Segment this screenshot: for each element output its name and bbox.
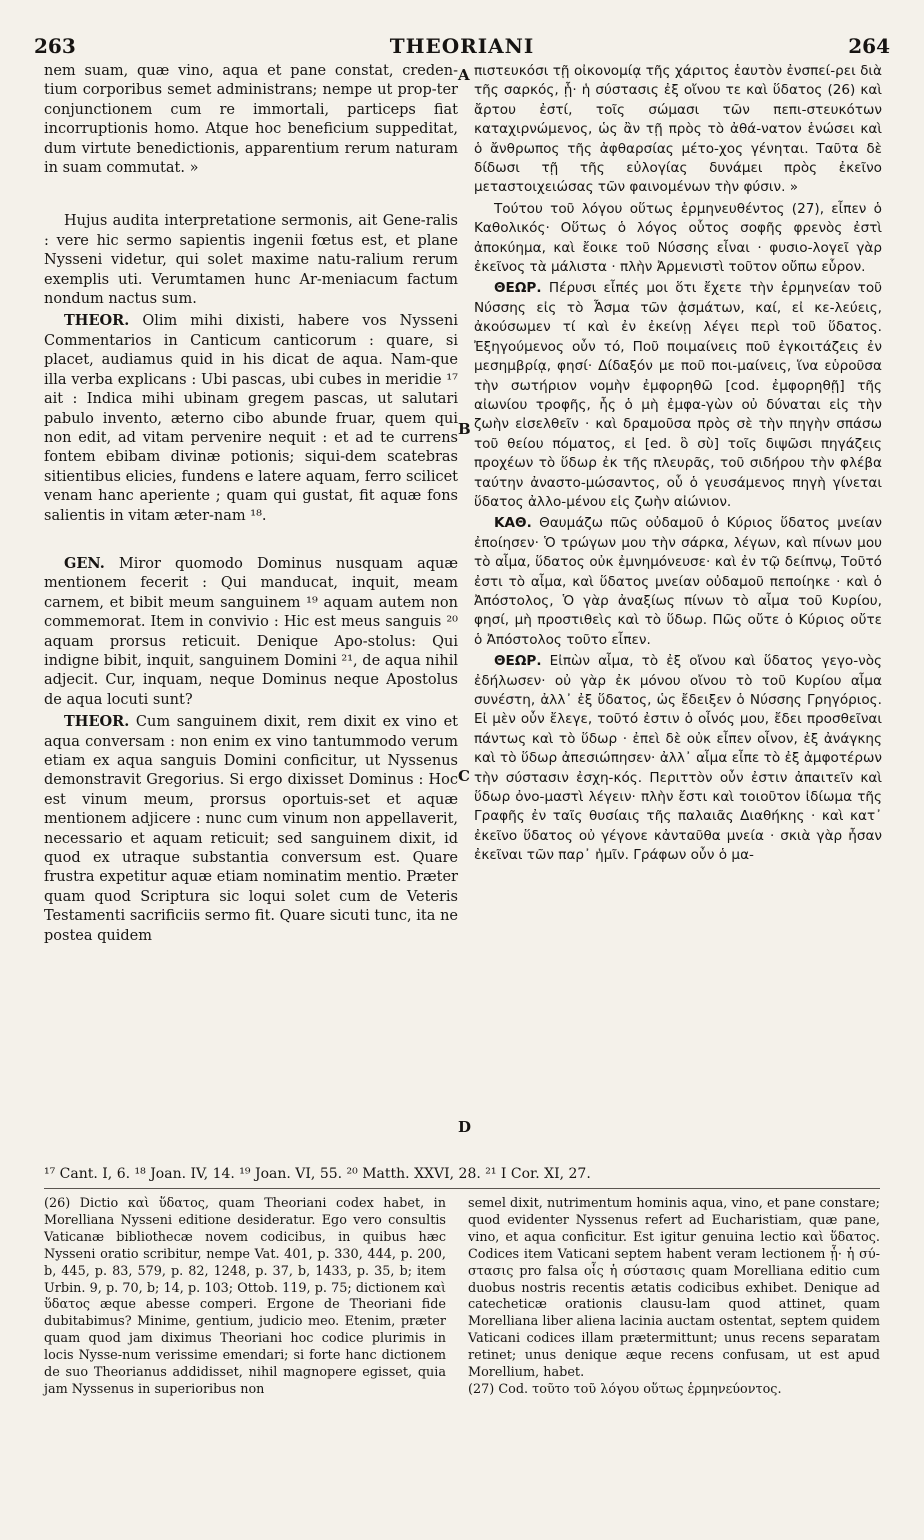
section-marker-d: D bbox=[458, 1118, 472, 1136]
footnotes-left bbox=[44, 1196, 446, 1399]
footnotes-right bbox=[468, 1196, 880, 1399]
latin-column bbox=[44, 62, 458, 946]
footnote-divider bbox=[44, 1188, 880, 1189]
speaker-label: ΘΕΩΡ. bbox=[494, 280, 542, 297]
speaker-label: THEOR. bbox=[64, 312, 130, 330]
greek-paragraph: πιστευκόσι τῇ οἰκονομίᾳ τῆς χάριτος ἑαυτὸν ἐνσπεί-ρει διὰ τῆς σαρκός, ᾗ· ἡ σύστασις ἐξ οἴνου τε καὶ ὕδατος (26) καὶ ἄρτου ἐστί, τοῖς σώμασι τῶν πεπι-στευκότων καταχιρνώμενος, ὡς ἂν τῇ πρὸς τὸ ἀθά-νατον ἑνώσει καὶ ὁ ἄνθρωπος τῆς ἀφθαρσίας μέτο-χος γένηται. Ταῦτα δὲ δίδωσι τῇ τῆς εὐλογίας δυνάμει πρὸς ἐκεῖνο μεταστοιχειώσας τῶν φαινομένων τὴν φύσιν. » bbox=[474, 63, 882, 196]
scripture-references: ¹⁷ Cant. I, 6. ¹⁸ Joan. IV, 14. ¹⁹ Joan. VI, 55. ²⁰ Matth. XXVI, 28. ²¹ I Cor. XI, 27. bbox=[44, 1166, 591, 1182]
speech-text: Πέρυσι εἶπές μοι ὅτι ἔχετε τὴν ἑρμηνείαν τοῦ Νύσσης εἰς τὸ Ἆσμα τῶν ᾀσμάτων, καί, εἰ κε-λεύεις, ἀκούσωμεν τί καὶ ἐν ἐκείνῃ λέγει περὶ τοῦ ὕδατος. Ἐξηγούμενος οὖν τό, Ποῦ ποιμαίνεις ποῦ ἐγκοιτάζεις ἐν μεσημβρίᾳ, φησί· Δίδαξόν με ποῦ ποι-μαίνεις, ἵνα εὑροῦσα τὴν σωτήριον νομὴν ἐμφορηθῶ [cod. ἐμφορηθῇ] τῆς αἰωνίου τροφῆς, ἧς ὁ μὴ ἐμφα-γὼν οὐ δύναται εἰς τὴν ζωὴν εἰσελθεῖν · καὶ δραμοῦσα πρὸς σὲ τὴν πηγὴν σπάσω τοῦ θείου πόματος, εἰ [ed. ὃ σὺ] τοῖς διψῶσι πηγάζεις προχέων τὸ ὕδωρ ἐκ τῆς πλευρᾶς, τοῦ σιδήρου τὴν φλέβα ταύτην ἀναστο-μώσαντος, οὗ ὁ γευσάμενος πηγὴ γίνεται ὕδατος ἀλλο-μένου εἰς ζωὴν αἰώνιον. bbox=[474, 280, 883, 510]
speech-text: Θαυμάζω πῶς οὐδαμοῦ ὁ Κύριος ὕδατος μνείαν ἐποίησεν· Ὁ τρώγων μου τὴν σάρκα, λέγων, καὶ πίνων μου τὸ αἷμα, ὕδατος οὐκ ἐμνημόνευσε· καὶ ἐν τῷ δείπνῳ, Τοῦτό ἐστι τὸ αἷμα, καὶ ὕδατος μνείαν οὐδαμοῦ πεποίηκε · καὶ ὁ Ἀπόστολος, Ὁ γὰρ ἀναξίως πίνων τὸ αἷμα τοῦ Κυρίου, φησί, μὴ προστιθεὶς καὶ τὸ ὕδωρ. Πῶς οὔτε ὁ Κύριος οὔτε ὁ Ἀπόστολος τοῦτο εἶπεν. bbox=[474, 515, 882, 648]
footnote-26: (26) Dictio καὶ ὕδατος, quam Theoriani codex habet, in Morelliana Nysseni editione desideratur. Ego vero consultis Vaticanæ bibliothecæ novem codicibus, in quibus hæc Nysseni oratio scribitur, nempe Vat. 401, p. 330, 444, p. 200, b, 445, p. 83, 579, p. 82, 1248, p. 37, b, 1433, p. 35, b; item Urbin. 9, p. 70, b; 14, p. 103; Ottob. 119, p. 75; dictionem καὶ ὕδατος æque abesse comperi. Ergone de Theoriani fide dubitabimus? Minime, gentium, judicio meo. Etenim, præter quam quod jam diximus Theoriani hoc codice plurimis in locis Nysse-num verissime emendari; si forte hanc dictionem de suo Theorianus addidisset, nihil magnopere egisset, quia jam Nyssenus in superioribus non bbox=[44, 1196, 446, 1397]
greek-paragraph bbox=[474, 514, 882, 650]
footnote-26-continued: semel dixit, nutrimentum hominis aqua, vino, et pane constare; quod evidenter Nyssenus refert ad Eucharistiam, quæ pane, vino, et aqua conficitur. Est igitur genuina lectio καὶ ὕδατος. Codices item Vaticani septem habent veram lectionem ᾗ· ἡ σύ-στασις pro falsa οἷς ἡ σύστασις quam Morelliana editio cum duobus nostris recentis ætatis codicibus exhibet. Denique ad catecheticæ orationis clausu-lam quod attinet, quam Morelliana liber aliena lacinia auctam ostentat, septem quidem Vaticani codices illam prætermittunt; unus recens separatam retinet; unus denique æque recens confusam, ut est apud Morellium, habet. bbox=[468, 1196, 880, 1381]
speech-text: Miror quomodo Dominus nusquam aquæ mentionem fecerit : Qui manducat, inquit, meam carnem, et bibit meum sanguinem ¹⁹ aquam autem non commemorat. Item in convivio : Hic est meus sanguis ²⁰ aquam prorsus reticuit. Denique Apo-stolus: Qui indigne bibit, inquit, sanguinem Domini ²¹, de aqua nihil adjecit. Cur, inquam, neque Dominus neque Apostolus de aqua locuti sunt? bbox=[44, 555, 458, 708]
greek-paragraph bbox=[474, 279, 882, 512]
greek-paragraph bbox=[474, 652, 882, 865]
speech-text: Olim mihi dixisti, habere vos Nysseni Commentarios in Canticum canticorum : quare, si placet, audiamus quid in his dicat de aqua. Nam-que illa verba explicans : Ubi pascas, ubi cubes in meridie ¹⁷ ait : Indica mihi ubinam gregem pascas, ut salutari pabulo invento, æterno cibo abunde fruar, quem qui non edit, ad vitam pervenire nequit : et ad te currens fontem ebibam divinæ potionis; siqui-dem scatebras sitientibus elicies, fundens e latere aquam, ferro scilicet venam hanc aperiente ; quam qui gustat, fit aquæ fons salientis in vitam æter-nam ¹⁸. bbox=[44, 313, 458, 524]
page-number-right: 264 bbox=[848, 34, 890, 58]
speaker-label: GEN. bbox=[64, 554, 105, 572]
speaker-label: ΚΑΘ. bbox=[494, 515, 532, 532]
section-marker-a: A bbox=[458, 66, 470, 84]
speech-text: Εἰπὼν αἷμα, τὸ ἐξ οἴνου καὶ ὕδατος γεγο-νὸς ἐδήλωσεν· οὐ γὰρ ἐκ μόνου οἴνου τὸ τοῦ Κυρίου αἷμα συνέστη, ἀλλ᾽ ἐξ ὕδατος, ὡς ἔδειξεν ὁ Νύσσης Γρηγόριος. Εἰ μὲν οὖν ἔλεγε, τοῦτό ἐστιν ὁ οἶνός μου, ἔδει προσθεῖναι πάντως καὶ τὸ ὕδωρ · ἐπεὶ δὲ οὐκ εἶπεν οἶνον, ἐξ ἀνάγκης καὶ τὸ ὕδωρ ἀπεσιώπησεν· ἀλλ᾽ αἷμα εἶπε τὸ ἐξ ἀμφοτέρων τὴν σύστασιν ἐσχη-κός. Περιττὸν οὖν ἐστιν ἀπαιτεῖν καὶ ὕδωρ ὀνο-μαστὶ λέγειν· πλὴν ἔστι καὶ τοιοῦτον ἰδίωμα τῆς Γραφῆς ἐν ταῖς θυσίαις τῆς παλαιᾶς Διαθήκης · καὶ κατ᾽ ἐκεῖνο ὕδατος οὐ γέγονε κἀνταῦθα μνεία · σκιὰ γὰρ ἦσαν ἐκεῖναι τῶν παρ᾽ ἡμῖν. Γράφων οὖν ὁ μα- bbox=[474, 653, 883, 864]
speaker-label: ΘΕΩΡ. bbox=[494, 653, 542, 670]
section-marker-b: B bbox=[458, 420, 471, 438]
latin-paragraph bbox=[44, 311, 458, 525]
page-number-left: 263 bbox=[34, 34, 76, 58]
latin-paragraph: nem suam, quæ vino, aqua et pane constat, creden-tium corporibus semet administrans; nempe ut prop-ter conjunctionem cum re immortali, particeps fiat incorruptionis homo. Atque hoc beneficium suppeditat, dum virtute benedictionis, apparentium rerum naturam in suam commutat. » bbox=[44, 63, 458, 177]
running-title: THEORIANI bbox=[389, 34, 535, 58]
section-marker-c: C bbox=[458, 767, 470, 785]
footnote-27: (27) Cod. τοῦτο τοῦ λόγου οὕτως ἑρμηνεύοντος. bbox=[468, 1381, 782, 1397]
speech-text: Cum sanguinem dixit, rem dixit ex vino et aqua conversam : non enim ex vino tantummodo verum etiam ex aqua sanguis Domini conficitur, ut Nyssenus demonstravit Gregorius. Si ergo dixisset Dominus : Hoc est vinum meum, prorsus oportuis-set et aquæ mentionem adjicere : nunc cum vinum non appellaverit, necessario et aquam reticuit; sed sanguinem dixit, id quod ex utraque substantia conversum est. Quare frustra expetitur aquæ etiam nominatim mentio. Præter quam quod Scriptura sic loqui solet cum de Veteris Testamenti sacrificiis sermo fit. Quare sicuti tunc, ita ne postea quidem bbox=[44, 714, 458, 944]
speaker-label: THEOR. bbox=[64, 713, 130, 731]
greek-paragraph: Τούτου τοῦ λόγου οὕτως ἑρμηνευθέντος (27), εἶπεν ὁ Καθολικός· Οὕτως ὁ λόγος οὗτος σοφῆς φρενὸς ἐστὶ ἀποκύημα, καὶ ἔοικε τοῦ Νύσσης εἶναι · φυσιο-λογεῖ γὰρ ἐκεῖνος τὰ μάλιστα · πλὴν Ἀρμενιστὶ τοῦτον οὔπω εὗρον. bbox=[474, 200, 882, 276]
greek-column bbox=[474, 62, 882, 866]
running-header bbox=[34, 34, 890, 60]
latin-paragraph bbox=[44, 554, 458, 710]
latin-paragraph: Hujus audita interpretatione sermonis, ait Gene-ralis : vere hic sermo sapientis ingenii fœtus est, et plane Nysseni videtur, qui solet maxime natu-ralium rerum exemplis uti. Verumtamen hunc Ar-meniacum factum nondum nactus sum. bbox=[44, 213, 458, 308]
latin-paragraph bbox=[44, 712, 458, 946]
